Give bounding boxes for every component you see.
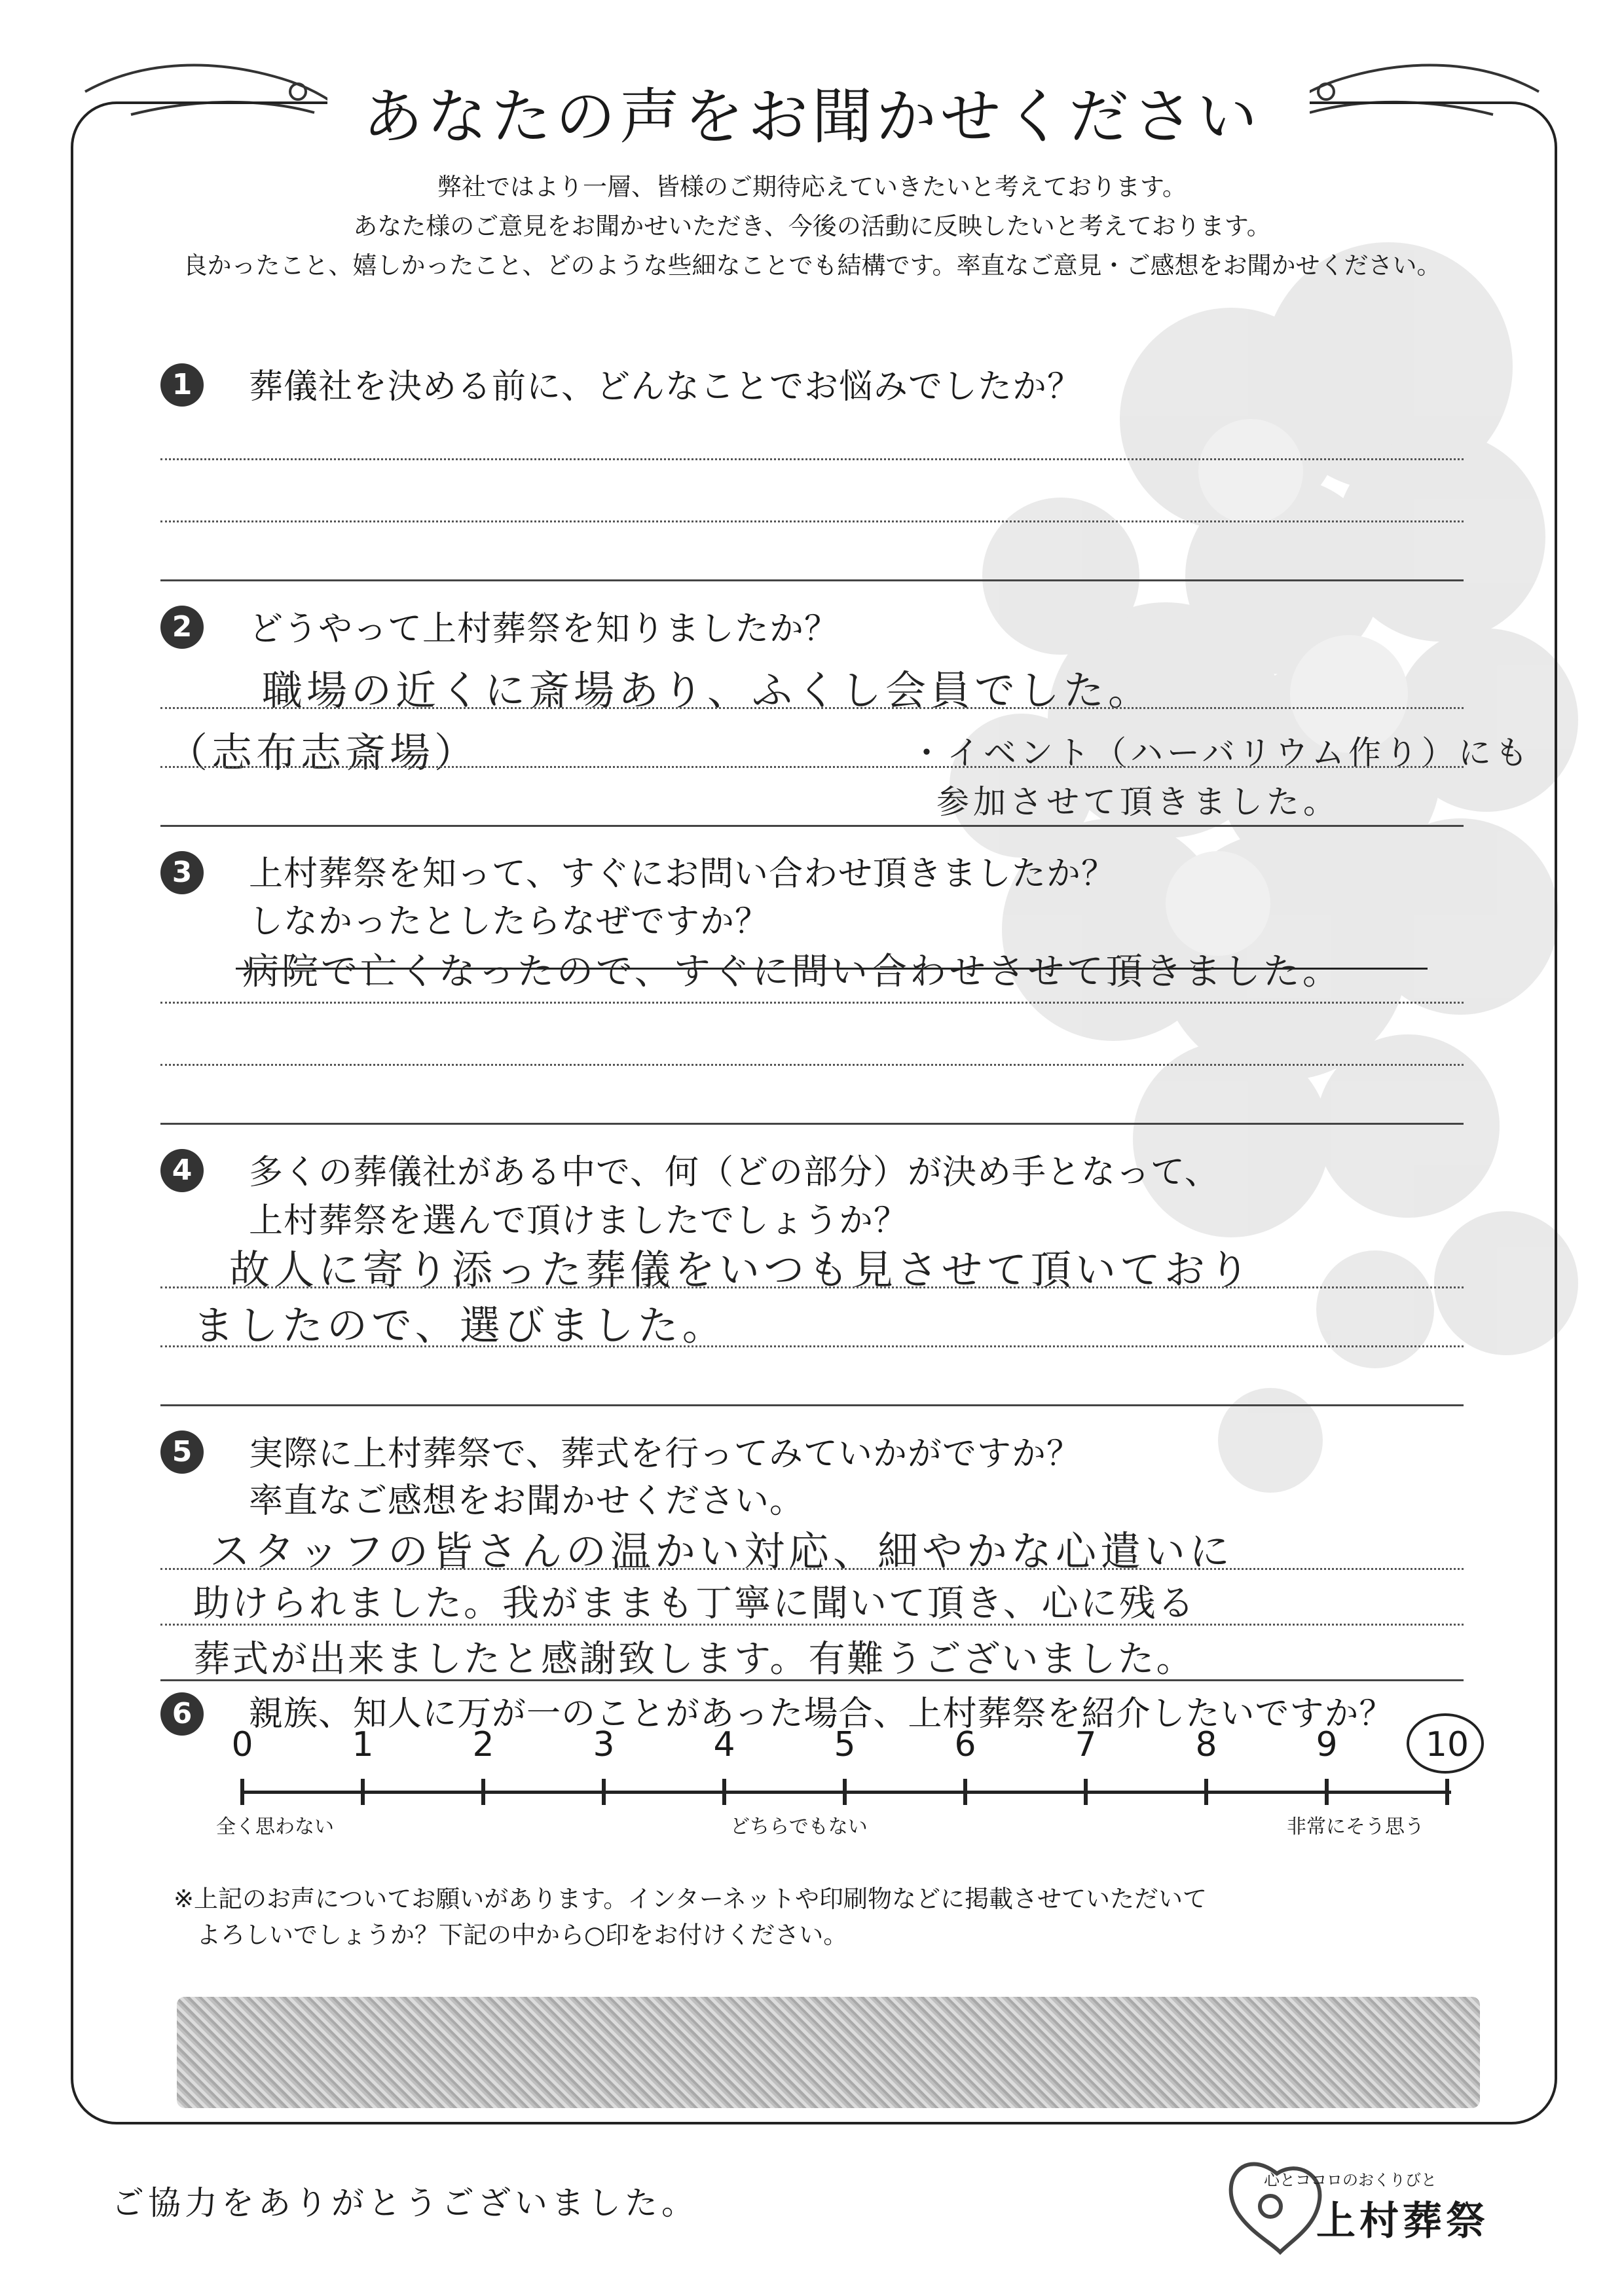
company-logo-name: 上村葬祭: [1316, 2198, 1489, 2244]
section-divider: [160, 579, 1464, 581]
section-divider: [160, 825, 1464, 827]
scale-tick-mark: [1325, 1779, 1329, 1805]
answer-line: [160, 1002, 1464, 1004]
logo-tagline: 心とココロのおくりびと: [1264, 2171, 1437, 2189]
section-divider: [160, 1679, 1464, 1681]
scale-option-5[interactable]: 5: [834, 1725, 856, 1764]
question-3-text-line-1: 上村葬祭を知って、すぐにお問い合わせ頂きましたか？: [249, 854, 1116, 894]
redacted-consent-options: [177, 1997, 1480, 2108]
question-number-badge: 5: [160, 1430, 204, 1474]
question-2-text: どうやって上村葬祭を知りましたか？: [249, 610, 840, 649]
handwritten-answer: 故人に寄り添った葬儀をいつも見させて頂いており: [229, 1246, 1254, 1294]
scale-tick-mark: [963, 1779, 967, 1805]
scale-tick-mark: [481, 1779, 485, 1805]
question-number-badge: 3: [160, 851, 204, 894]
scale-option-8[interactable]: 8: [1195, 1725, 1217, 1764]
handwritten-answer: ましたので、選びました。: [193, 1302, 727, 1349]
section-divider: [160, 1123, 1464, 1125]
intro-line-3: 良かったこと、嬉しかったこと、どのような些細なことでも結構です。率直なご意見・ご感想をお聞かせください。: [183, 251, 1441, 280]
scale-label-mid: どちらでもない: [730, 1815, 868, 1838]
consent-note-line-1: ※上記のお声についてお願いがあります。インターネットや印刷物などに掲載させていただいて: [174, 1885, 1207, 1913]
handwritten-answer: 職場の近くに斎場あり、ふくし会員でした。: [262, 666, 1153, 714]
answer-line: [160, 1345, 1464, 1347]
consent-note-line-2: よろしいでしょうか？下記の中から○印をお付けください。: [196, 1921, 848, 1949]
scale-tick-mark: [361, 1779, 365, 1805]
scale-label-high: 非常にそう思う: [1287, 1815, 1424, 1838]
handwritten-answer: ・イベント（ハーバリウム作り）にも: [910, 734, 1532, 772]
answer-line: [160, 1064, 1464, 1066]
strikethrough-mark: [236, 968, 1428, 970]
scale-option-1[interactable]: 1: [352, 1725, 374, 1764]
answer-line: [160, 520, 1464, 522]
answer-line: [160, 707, 1464, 709]
question-5-text-line-2: 率直なご感想をお聞かせください。: [249, 1482, 805, 1521]
question-5-text-line-1: 実際に上村葬祭で、葬式を行ってみていかがですか？: [249, 1434, 1081, 1474]
scale-tick-mark: [1204, 1779, 1208, 1805]
scale-label-low: 全く思わない: [216, 1815, 334, 1838]
scale-option-7[interactable]: 7: [1075, 1725, 1097, 1764]
scale-option-9[interactable]: 9: [1316, 1725, 1338, 1764]
scale-option-2[interactable]: 2: [472, 1725, 494, 1764]
section-divider: [160, 1404, 1464, 1406]
scale-tick-mark: [1445, 1779, 1449, 1805]
question-number-badge: 1: [160, 363, 204, 407]
handwritten-answer: 助けられました。我がままも丁寧に聞いて頂き、心に残る: [193, 1582, 1196, 1625]
question-number-badge: 6: [160, 1692, 204, 1736]
scale-tick-mark: [843, 1779, 847, 1805]
question-1-text: 葬儀社を決める前に、どんなことでお悩みでしたか？: [249, 367, 1082, 407]
answer-line: [160, 1568, 1464, 1570]
answer-line: [160, 1624, 1464, 1626]
handwritten-answer: 病院で亡くなったので、すぐに問い合わせさせて頂きました。: [242, 951, 1342, 993]
scale-option-6[interactable]: 6: [954, 1725, 976, 1764]
thank-you-message: ご協力をありがとうございました。: [111, 2184, 698, 2222]
scale-tick-mark: [722, 1779, 726, 1805]
handwritten-answer: スタッフの皆さんの温かい対応、細やかな心遣いに: [210, 1527, 1234, 1575]
question-4-text-line-2: 上村葬祭を選んで頂けましたでしょうか？: [249, 1201, 909, 1241]
scale-tick-mark: [602, 1779, 606, 1805]
question-number-badge: 4: [160, 1149, 204, 1192]
scale-option-0[interactable]: 0: [231, 1725, 253, 1764]
scale-option-3[interactable]: 3: [593, 1725, 615, 1764]
handwritten-answer: （志布志斎場）: [167, 729, 479, 776]
scale-option-4[interactable]: 4: [713, 1725, 735, 1764]
scale-option-10[interactable]: 10: [1425, 1725, 1469, 1764]
question-3-text-line-2: しなかったとしたらなぜですか？: [249, 902, 770, 941]
handwritten-answer: 参加させて頂きました。: [936, 783, 1340, 821]
question-number-badge: 2: [160, 606, 204, 649]
question-4-text-line-1: 多くの葬儀社がある中で、何（どの部分）が決め手となって、: [249, 1153, 1219, 1192]
selected-option-circle: [1407, 1713, 1484, 1774]
intro-line-1: 弊社ではより一層、皆様のご期待応えていきたいと考えております。: [437, 173, 1187, 201]
question-6-text: 親族、知人に万が一のことがあった場合、上村葬祭を紹介したいですか？: [249, 1694, 1394, 1734]
scale-tick-mark: [240, 1779, 244, 1805]
form-title: あなたの声をお聞かせください: [362, 82, 1261, 152]
scale-tick-mark: [1084, 1779, 1088, 1805]
handwritten-answer: 葬式が出来ましたと感謝致します。有難うございました。: [193, 1638, 1195, 1681]
answer-line: [160, 1286, 1464, 1288]
intro-line-2: あなた様のご意見をお聞かせいただき、今後の活動に反映したいと考えております。: [353, 212, 1271, 240]
answer-line: [160, 766, 1464, 768]
answer-line: [160, 458, 1464, 460]
